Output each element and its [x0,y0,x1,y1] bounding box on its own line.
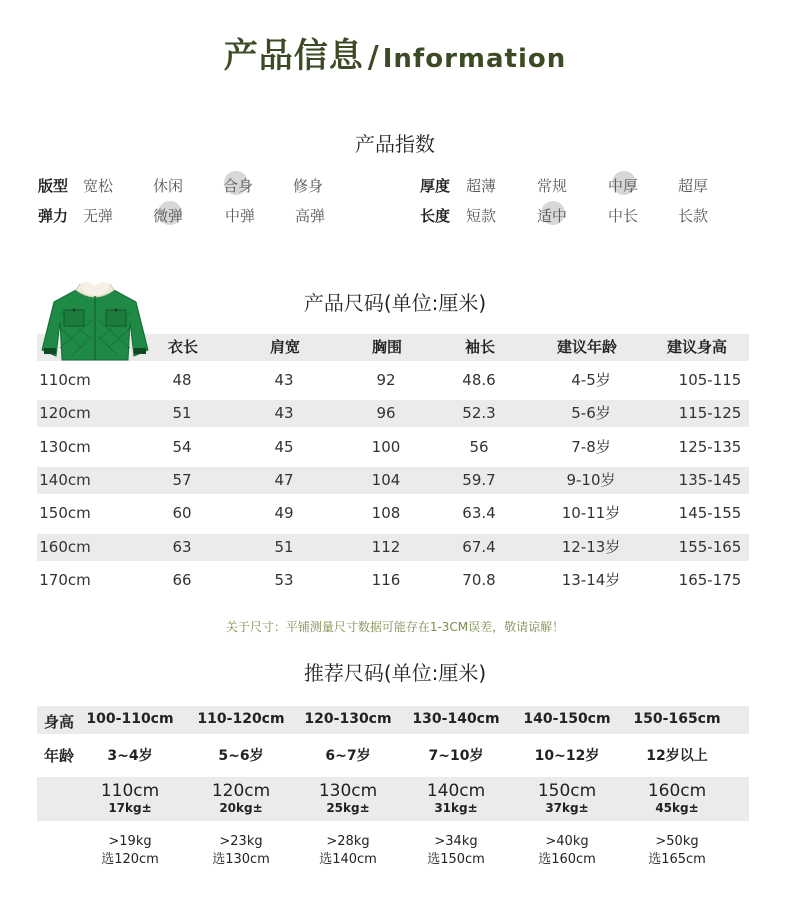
recommend-age: 6~7岁 [325,748,371,764]
fit-option: 合身 [223,177,254,195]
table-row [37,534,749,561]
index-title: 产品指数 [355,132,435,156]
table-cell: 155-165 [678,538,742,556]
table-cell: 5-6岁 [571,404,611,422]
table-cell: 60 [172,504,192,522]
recommend-choose: 选120cm [101,852,159,867]
recommend-weight: 31kg± [434,801,478,815]
table-cell: 45 [274,438,294,456]
recommend-over-weight: >50kg [655,834,699,849]
recommend-over-weight: >34kg [434,834,478,849]
thickness-option: 超厚 [678,177,709,195]
table-cell: 4-5岁 [571,371,611,389]
table-row [37,467,749,494]
table-cell: 48 [172,371,192,389]
table-cell: 57 [172,471,192,489]
table-cell: 140cm [39,471,91,489]
table-cell: 12-13岁 [561,538,621,556]
size-note: 关于尺寸：平铺测量尺寸数据可能存在1-3CM误差，敬请谅解！ [225,620,565,634]
recommend-choose: 选130cm [212,852,270,867]
elasticity-option: 高弹 [295,207,326,225]
elasticity-option: 微弹 [153,207,184,225]
size-table-title: 产品尺码(单位:厘米) [303,291,487,315]
table-cell: 110cm [39,371,91,389]
recommend-height: 110-120cm [197,711,285,727]
recommend-weight: 45kg± [655,801,699,815]
header-title-cn: 产品信息 [223,36,364,76]
table-cell: 9-10岁 [566,471,616,489]
thickness-option: 常规 [537,177,568,195]
table-row [37,567,749,594]
recommend-over-weight: >40kg [545,834,589,849]
table-cell: 170cm [39,571,91,589]
length-label: 长度 [420,207,451,225]
recommend-choose: 选150cm [427,852,485,867]
recommend-weight: 25kg± [326,801,370,815]
fit-option: 修身 [293,177,324,195]
length-option: 长款 [678,207,709,225]
fit-label: 版型 [38,177,69,195]
table-row [37,434,749,461]
recommend-age: 7~10岁 [428,748,484,764]
thickness-option: 中厚 [608,177,639,195]
table-header-cell: 胸围 [371,338,402,356]
recommend-height: 100-110cm [86,711,174,727]
recommend-size: 140cm [426,781,486,801]
table-cell: 47 [274,471,294,489]
table-cell: 56 [469,438,489,456]
table-cell: 63.4 [462,504,496,522]
height-row-label: 身高 [44,713,75,731]
recommend-weight: 20kg± [219,801,263,815]
index-row-2 [0,203,790,227]
table-cell: 59.7 [462,471,496,489]
recommend-size: 120cm [211,781,271,801]
header-title-en: Information [382,44,567,74]
table-header-cell: 袖长 [464,338,495,356]
recommend-size: 110cm [100,781,160,801]
table-cell: 51 [172,404,192,422]
table-cell: 160cm [39,538,91,556]
table-header-cell: 建议身高 [666,338,727,356]
table-cell: 120cm [39,404,91,422]
table-cell: 108 [371,504,401,522]
recommend-weight: 37kg± [545,801,589,815]
table-cell: 104 [371,471,401,489]
recommend-choose: 选165cm [648,852,706,867]
elasticity-option: 无弹 [83,207,114,225]
page-header [0,28,790,77]
table-cell: 100 [371,438,401,456]
table-cell: 145-155 [678,504,742,522]
table-cell: 48.6 [462,371,496,389]
table-cell: 67.4 [462,538,496,556]
recommend-weight: 17kg± [108,801,152,815]
recommend-over-weight: >19kg [108,834,152,849]
table-cell: 66 [172,571,192,589]
elasticity-option: 中弹 [225,207,256,225]
recommend-height: 140-150cm [523,711,611,727]
table-cell: 63 [172,538,192,556]
table-cell: 7-8岁 [571,438,611,456]
table-cell: 115-125 [678,404,742,422]
table-cell: 130cm [39,438,91,456]
recommend-size: 160cm [647,781,707,801]
table-cell: 105-115 [678,371,742,389]
table-header-cell: 肩宽 [269,338,300,356]
recommend-age: 3~4岁 [107,748,153,764]
table-cell: 43 [274,404,294,422]
fit-option: 宽松 [83,177,114,195]
length-option: 短款 [466,207,497,225]
table-cell: 10-11岁 [561,504,621,522]
table-row [37,500,749,527]
recommend-over-weight: >23kg [219,834,263,849]
recommend-choose: 选140cm [319,852,377,867]
table-cell: 43 [274,371,294,389]
table-row [37,400,749,427]
header-slash: / [367,40,379,75]
recommend-choose: 选160cm [538,852,596,867]
length-option: 中长 [608,207,639,225]
table-cell: 49 [274,504,294,522]
table-cell: 150cm [39,504,91,522]
table-row [37,367,749,394]
table-cell: 96 [376,404,396,422]
age-row-label: 年龄 [44,747,75,765]
elasticity-label: 弹力 [38,207,69,225]
table-cell: 92 [376,371,396,389]
table-cell: 135-145 [678,471,742,489]
table-cell: 112 [371,538,401,556]
thickness-option: 超薄 [466,177,497,195]
recommend-height: 120-130cm [304,711,392,727]
recommend-size: 150cm [537,781,597,801]
table-cell: 13-14岁 [561,571,621,589]
table-cell: 52.3 [462,404,496,422]
index-row-1 [0,173,790,197]
recommend-size: 130cm [318,781,378,801]
green-jacket-image [36,280,154,362]
table-cell: 54 [172,438,192,456]
recommend-height: 130-140cm [412,711,500,727]
table-cell: 53 [274,571,294,589]
table-cell: 116 [371,571,401,589]
length-option: 适中 [537,207,568,225]
recommend-over-weight: >28kg [326,834,370,849]
recommend-height: 150-165cm [633,711,721,727]
table-cell: 51 [274,538,294,556]
table-cell: 70.8 [462,571,496,589]
thickness-label: 厚度 [420,177,451,195]
table-header-cell: 衣长 [167,338,198,356]
table-cell: 165-175 [678,571,742,589]
table-header-cell: 建议年龄 [556,338,617,356]
recommend-age: 5~6岁 [218,748,264,764]
recommend-title: 推荐尺码(单位:厘米) [303,661,487,685]
recommend-age: 10~12岁 [534,748,600,764]
table-cell: 125-135 [678,438,742,456]
fit-option: 休闲 [153,177,184,195]
recommend-age: 12岁以上 [646,748,708,764]
